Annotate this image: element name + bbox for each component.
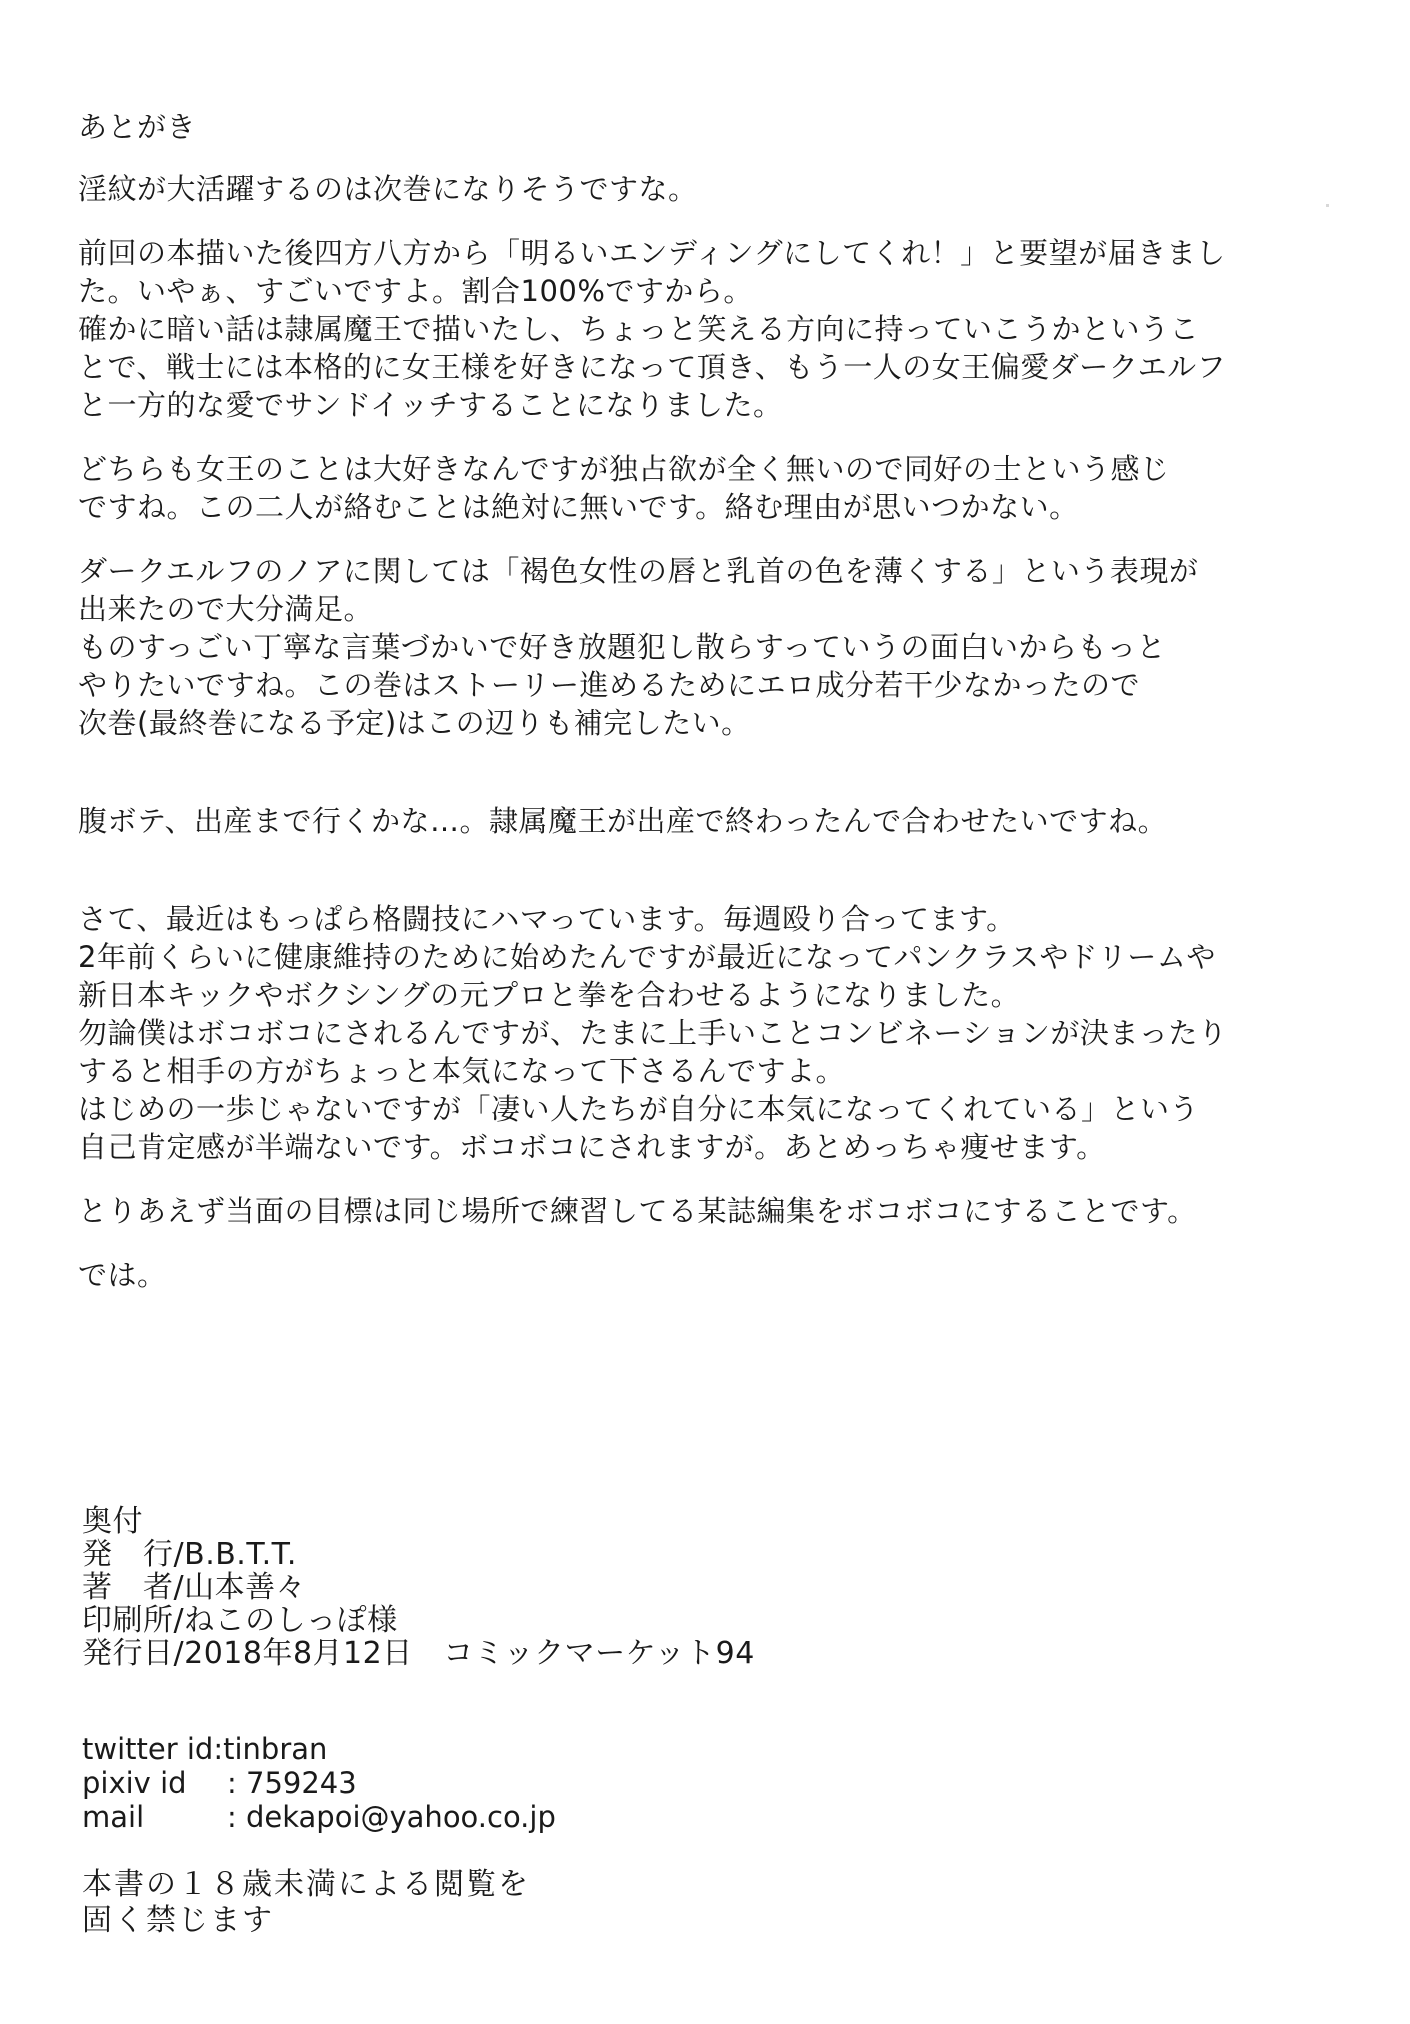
- text-line: 前回の本描いた後四方八方から「明るいエンディングにしてくれ！」と要望が届きまし: [78, 236, 1226, 270]
- text-line: 2年前くらいに健康維持のために始めたんですが最近になってパンクラスやドリームや: [78, 940, 1216, 974]
- twitter-id: twitter id:tinbran: [82, 1732, 328, 1766]
- colophon-publisher: 発 行/B.B.T.T.: [82, 1537, 297, 1572]
- colophon-block: [82, 1505, 755, 1670]
- text-line: と一方的な愛でサンドイッチすることになりました。: [78, 388, 783, 422]
- contact-pixiv: [82, 1766, 556, 1800]
- text-line: ものすっごい丁寧な言葉づかいで好き放題犯し散らすっていうの面白いからもっと: [78, 630, 1167, 664]
- mail-label: mail: [82, 1800, 145, 1834]
- contact-twitter: [82, 1732, 556, 1766]
- text-line: どちらも女王のことは大好きなんですが独占欲が全く無いので同好の士という感じ: [78, 452, 1170, 486]
- text-line: はじめの一歩じゃないですが「凄い人たちが自分に本気になってくれている」という: [78, 1092, 1200, 1126]
- text-line: やりたいですね。この巻はストーリー進めるためにエロ成分若干少なかったので: [78, 668, 1141, 702]
- afterword-paragraph-4: [78, 552, 1328, 742]
- text-line: 出来たので大分満足。: [78, 592, 374, 626]
- mail-value: : dekapoi@yahoo.co.jp: [227, 1800, 556, 1834]
- text-line: すると相手の方がちょっと本気になって下さるんですよ。: [78, 1054, 846, 1088]
- paper-speck: [1326, 204, 1329, 207]
- contact-block: [82, 1732, 556, 1834]
- pixiv-label: pixiv id: [82, 1766, 187, 1800]
- colophon-printer: 印刷所/ねこのしっぽ様: [82, 1603, 398, 1638]
- contact-mail: [82, 1800, 556, 1834]
- text-line: とりあえず当面の目標は同じ場所で練習してる某誌編集をボコボコにすることです。: [78, 1194, 1197, 1228]
- colophon-author: 著 者/山本善々: [82, 1570, 307, 1605]
- afterword-paragraph-1: [78, 170, 1328, 208]
- afterword-paragraph-8: [78, 1256, 1328, 1294]
- afterword-paragraph-6: [78, 900, 1328, 1166]
- pixiv-value: : 759243: [227, 1766, 357, 1800]
- text-line: 次巻(最終巻になる予定)はこの辺りも補完したい。: [78, 706, 751, 740]
- text-line: ダークエルフのノアに関しては「褐色女性の唇と乳首の色を薄くする」という表現が: [78, 554, 1199, 588]
- colophon-date: 発行日/2018年8月12日 コミックマーケット94: [82, 1636, 755, 1671]
- notice-line: 本書の１８歳未満による閲覧を: [82, 1867, 530, 1902]
- colophon-title: 奥付: [82, 1504, 143, 1539]
- afterword-heading: あとがき: [78, 110, 197, 144]
- text-line: た。いやぁ、すごいですよ。割合100%ですから。: [78, 274, 753, 308]
- text-line: 新日本キックやボクシングの元プロと拳を合わせるようになりました。: [78, 978, 1021, 1012]
- text-line: 自己肯定感が半端ないです。ボコボコにされますが。あとめっちゃ痩せます。: [78, 1130, 1106, 1164]
- text-line: さて、最近はもっぱら格闘技にハマっています。毎週殴り合ってます。: [78, 902, 1016, 936]
- text-line: 腹ボテ、出産まで行くかな…。隷属魔王が出産で終わったんで合わせたいですね。: [78, 804, 1168, 838]
- text-line: 勿論僕はボコボコにされるんですが、たまに上手いことコンビネーションが決まったり: [78, 1016, 1228, 1050]
- notice-line: 固く禁じます: [82, 1903, 274, 1938]
- afterword-paragraph-7: [78, 1192, 1328, 1230]
- afterword-paragraph-3: [78, 450, 1328, 526]
- afterword-section: [78, 108, 1328, 1320]
- text-line: 淫紋が大活躍するのは次巻になりそうですな。: [78, 172, 698, 206]
- afterword-paragraph-5: [78, 802, 1328, 840]
- text-line: では。: [78, 1258, 167, 1292]
- text-line: ですね。この二人が絡むことは絶対に無いです。絡む理由が思いつかない。: [78, 490, 1079, 524]
- text-line: とで、戦士には本格的に女王様を好きになって頂き、もう一人の女王偏愛ダークエルフ: [78, 350, 1227, 384]
- text-line: 確かに暗い話は隷属魔王で描いたし、ちょっと笑える方向に持っていこうかというこ: [78, 312, 1200, 346]
- age-restriction-notice: [82, 1867, 530, 1939]
- afterword-paragraph-2: [78, 234, 1328, 424]
